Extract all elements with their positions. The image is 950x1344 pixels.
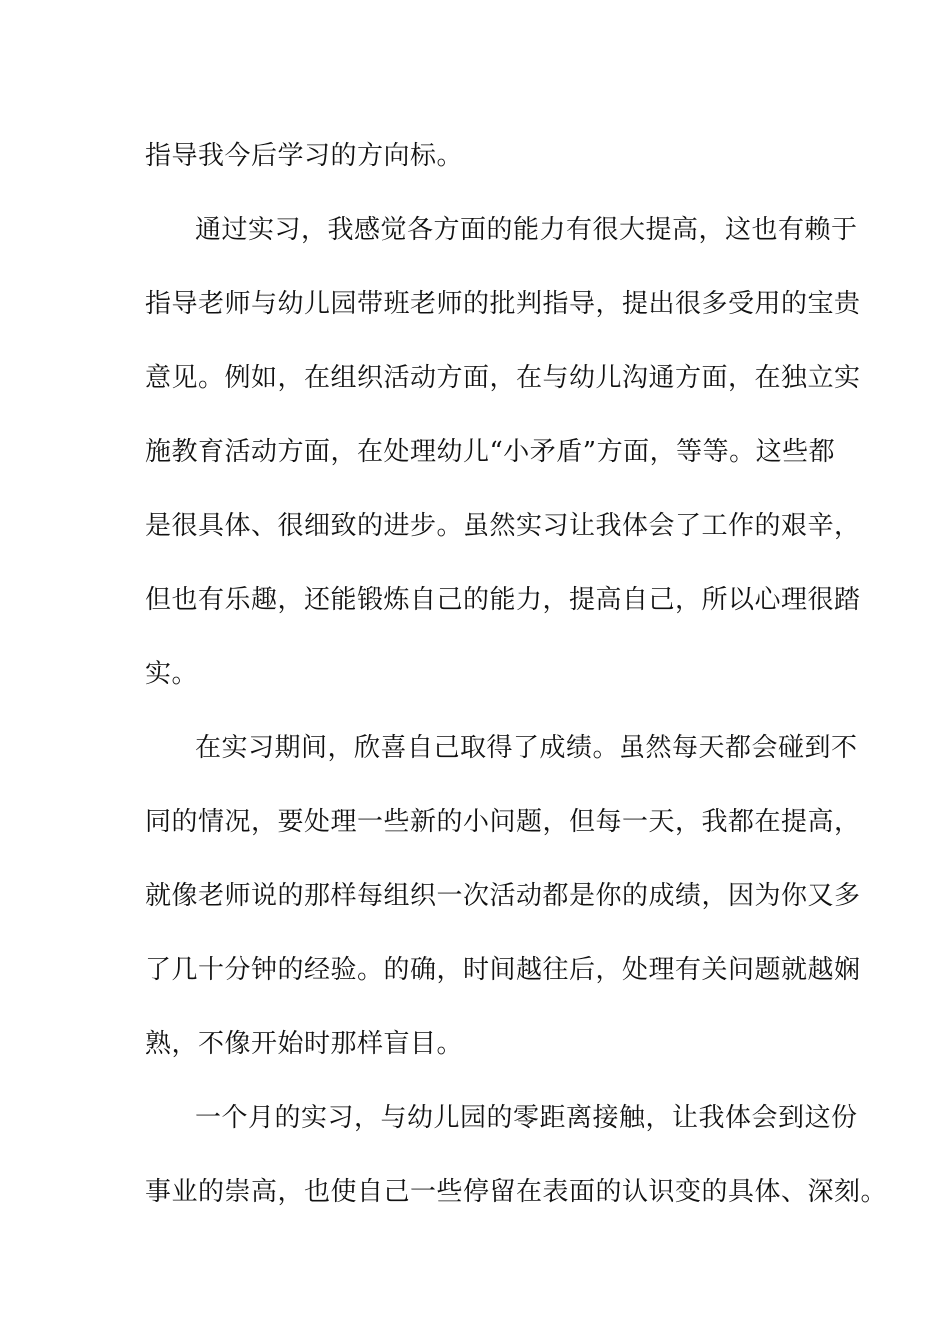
text-line: 事业的崇高，也使自己一些停留在表面的认识变的具体、深刻。	[145, 1177, 888, 1207]
paragraph-first-line: 通过实习，我感觉各方面的能力有很大提高，这也有赖于	[195, 215, 858, 245]
text-line: 意见。例如，在组织活动方面，在与幼儿沟通方面，在独立实	[145, 363, 861, 393]
text-line: 就像老师说的那样每组织一次活动都是你的成绩，因为你又多	[145, 881, 861, 911]
text-line: 施教育活动方面，在处理幼儿“小矛盾”方面，等等。这些都	[145, 437, 836, 467]
text-line: 指导老师与幼儿园带班老师的批判指导，提出很多受用的宝贵	[145, 289, 861, 319]
text-line: 熟，不像开始时那样盲目。	[145, 1029, 464, 1059]
text-line: 指导我今后学习的方向标。	[145, 141, 464, 171]
text-line: 是很具体、很细致的进步。虽然实习让我体会了工作的艰辛，	[145, 511, 861, 541]
text-line: 了几十分钟的经验。的确，时间越往后，处理有关问题就越娴	[145, 955, 861, 985]
paragraph-first-line: 在实习期间，欣喜自己取得了成绩。虽然每天都会碰到不	[195, 733, 858, 763]
text-line: 但也有乐趣，还能锻炼自己的能力，提高自己，所以心理很踏	[145, 585, 861, 615]
text-line: 实。	[145, 659, 199, 689]
document-body	[145, 126, 888, 1236]
paragraph-first-line: 一个月的实习，与幼儿园的零距离接触，让我体会到这份	[195, 1103, 858, 1133]
text-line: 同的情况，要处理一些新的小问题，但每一天，我都在提高，	[145, 807, 861, 837]
